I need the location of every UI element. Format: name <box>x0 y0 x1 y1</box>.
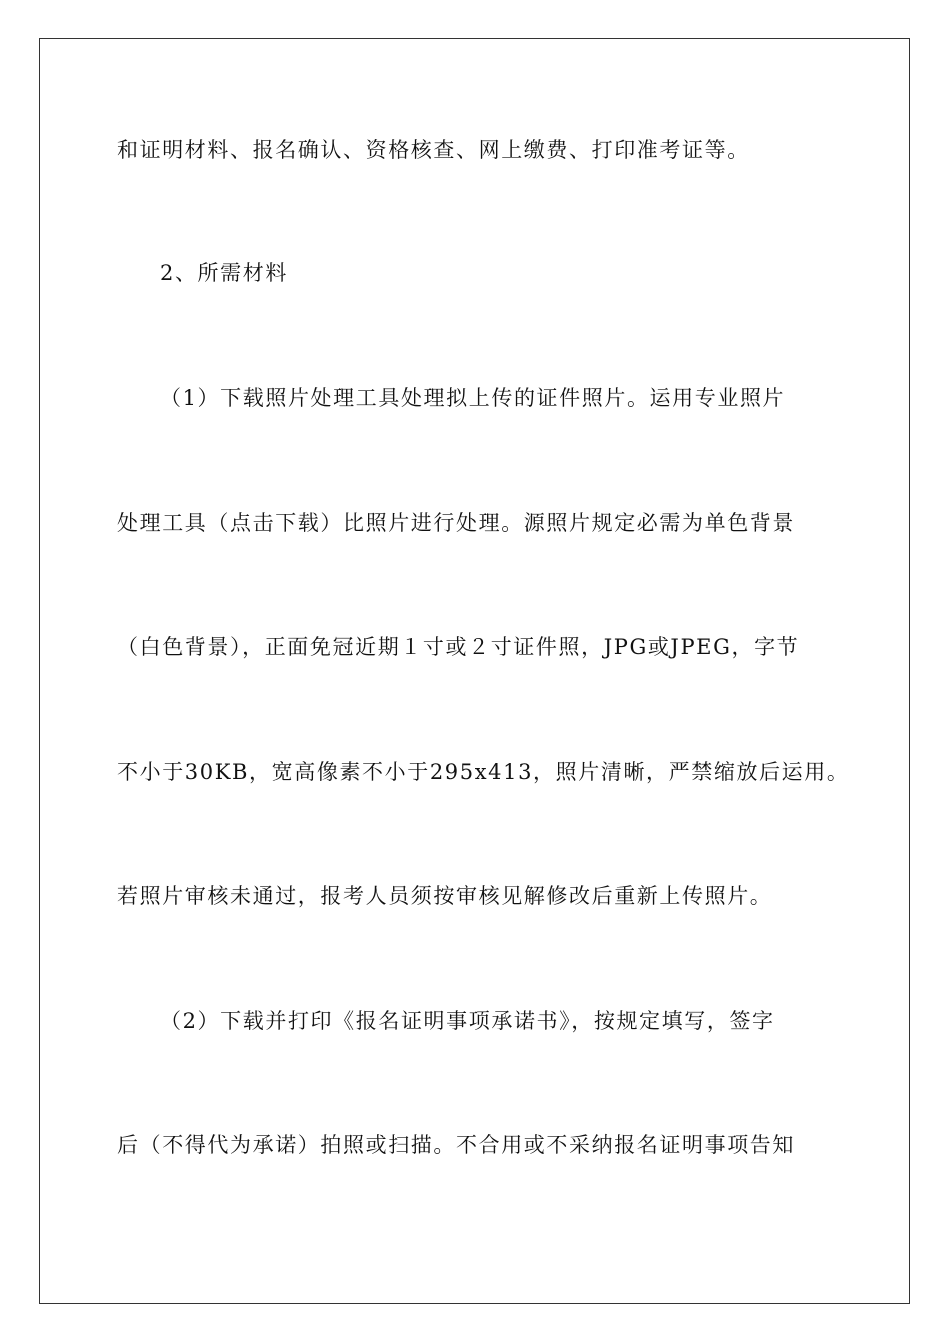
paragraph-line-3: （1）下载照片处理工具处理拟上传的证件照片。运用专业照片 <box>160 386 786 410</box>
page-border <box>39 38 910 1304</box>
paragraph-line-5: （白色背景），正面免冠近期１寸或２寸证件照，JPG或JPEG，字节 <box>117 635 800 659</box>
paragraph-line-4: 处理工具（点击下载）比照片进行处理。源照片规定必需为单色背景 <box>117 511 795 535</box>
paragraph-line-6: 不小于30KB，宽高像素不小于295x413，照片清晰，严禁缩放后运用。 <box>117 760 850 784</box>
paragraph-line-1: 和证明材料、报名确认、资格核查、网上缴费、打印准考证等。 <box>117 138 750 162</box>
paragraph-line-9: 后（不得代为承诺）拍照或扫描。不合用或不采纳报名证明事项告知 <box>117 1133 795 1157</box>
section-heading-materials: 2、所需材料 <box>160 261 288 285</box>
paragraph-line-7: 若照片审核未通过，报考人员须按审核见解修改后重新上传照片。 <box>117 884 773 908</box>
paragraph-line-8: （2）下载并打印《报名证明事项承诺书》，按规定填写，签字 <box>160 1009 775 1033</box>
